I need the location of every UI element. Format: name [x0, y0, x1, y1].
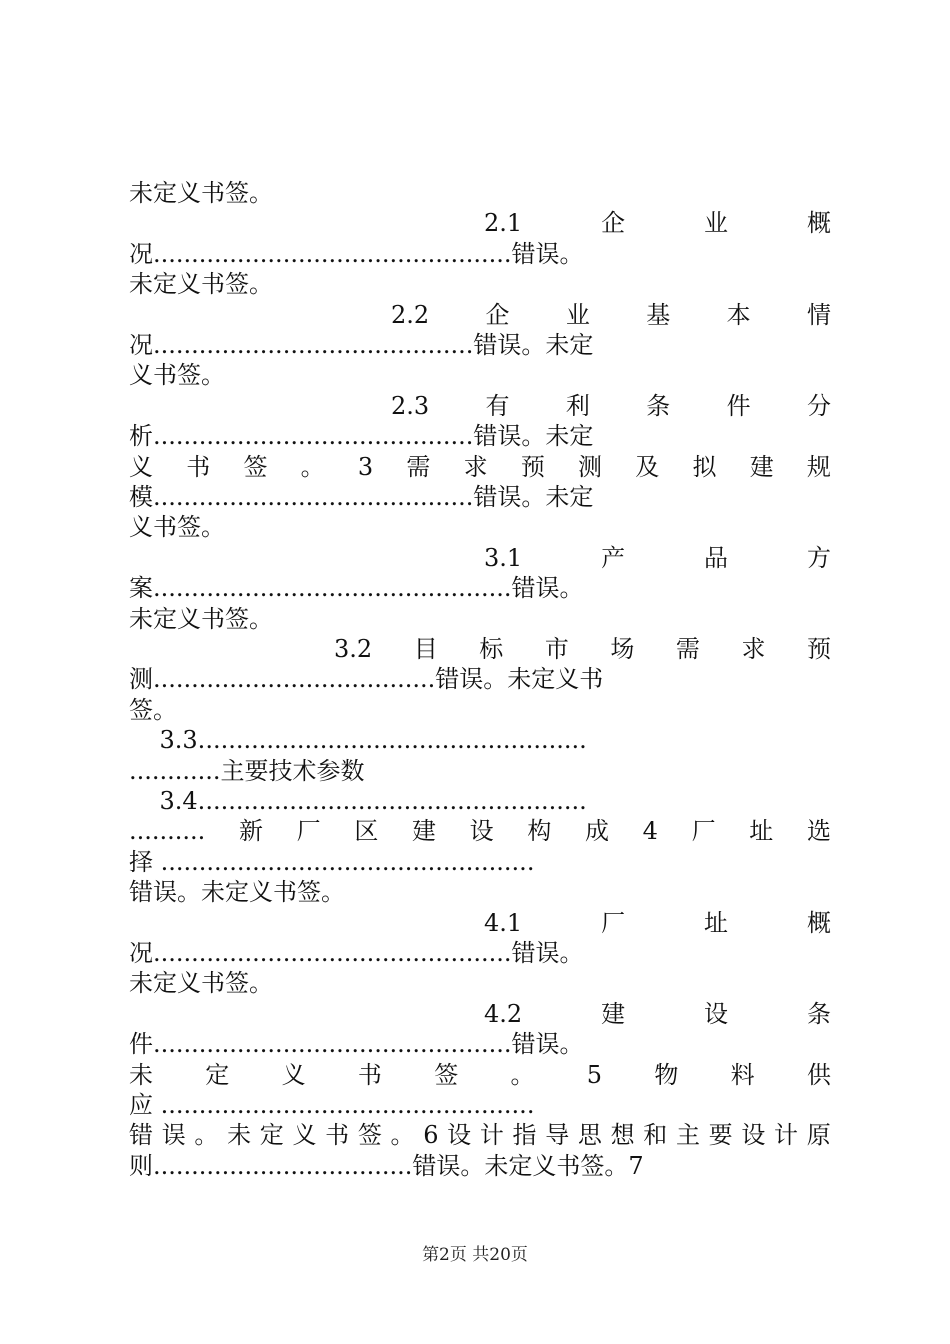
- toc-token: 义: [281, 1060, 306, 1089]
- toc-token: 4.1: [484, 908, 523, 937]
- toc-token: 址: [704, 908, 729, 937]
- toc-line: 错误。未定义书签。: [129, 878, 345, 907]
- toc-line: 择 .................................................: [129, 847, 535, 876]
- toc-token: 。: [300, 452, 325, 481]
- toc-token: 新: [238, 817, 263, 846]
- toc-token: 签: [357, 1121, 382, 1150]
- toc-line: 未定义书签。: [129, 969, 273, 998]
- toc-token: 概: [806, 209, 831, 238]
- toc-token: 3.2: [334, 635, 373, 663]
- toc-token: 标: [479, 635, 504, 663]
- toc-token: 求: [741, 635, 766, 663]
- toc-token: 预: [807, 635, 831, 663]
- toc-line: 案...............................................错误。: [129, 574, 584, 603]
- toc-token: 2.1: [484, 209, 523, 238]
- toc-token: 物: [654, 1060, 679, 1089]
- toc-token: 未: [129, 1060, 153, 1089]
- toc-token: 5: [586, 1060, 603, 1089]
- toc-token: 设: [447, 1121, 472, 1150]
- toc-line: 况...............................................错误。: [129, 239, 584, 268]
- toc-line: 义书签。: [129, 513, 225, 542]
- toc-token: 业: [704, 209, 729, 238]
- toc-token: 件: [726, 391, 751, 420]
- toc-token: 。: [510, 1060, 535, 1089]
- toc-token: 址: [749, 817, 774, 846]
- toc-token: 企: [485, 300, 510, 329]
- toc-token: 目: [413, 635, 438, 663]
- toc-line: 件...............................................错误。: [129, 1030, 584, 1059]
- toc-line: 应 .................................................: [129, 1091, 535, 1119]
- toc-token: 及: [635, 452, 660, 481]
- toc-token: 和: [643, 1121, 668, 1150]
- toc-token: 主: [675, 1121, 700, 1150]
- toc-token: 建: [601, 999, 626, 1028]
- toc-token: 书: [186, 452, 211, 481]
- toc-line: [129, 634, 831, 664]
- toc-token: 产: [601, 543, 626, 572]
- toc-line: [129, 300, 831, 330]
- toc-token: 错: [129, 1121, 153, 1150]
- page-number: 第2页 共20页: [422, 1245, 528, 1265]
- toc-token: 供: [806, 1060, 831, 1089]
- toc-token: 厂: [296, 817, 321, 846]
- toc-token: 建: [411, 817, 436, 846]
- toc-token: 规: [806, 452, 831, 481]
- toc-line: 签。: [129, 695, 177, 724]
- toc-token: 需: [675, 635, 700, 663]
- toc-token: 设: [469, 817, 494, 846]
- toc-token: 书: [357, 1060, 382, 1089]
- toc-token: 概: [806, 908, 831, 937]
- toc-token: 2.3: [391, 391, 430, 420]
- toc-token: 需: [406, 452, 431, 481]
- toc-token: 利: [565, 391, 590, 420]
- toc-line: [129, 543, 831, 573]
- toc-line: 3.3...................................................: [129, 726, 587, 755]
- toc-token: 方: [806, 543, 831, 572]
- toc-line: 测.....................................错误。未定义书: [129, 665, 604, 694]
- toc-line: 则..................................错误。未定义书签。7: [129, 1151, 644, 1180]
- toc-line: ............主要技术参数: [129, 756, 365, 785]
- toc-line: 模..........................................错误。未定: [129, 483, 594, 511]
- toc-line: 3.4...................................................: [129, 787, 587, 815]
- toc-token: 品: [704, 543, 729, 572]
- toc-line: 未定义书签。: [129, 270, 273, 299]
- toc-line: [129, 816, 831, 846]
- toc-token: 分: [806, 391, 831, 420]
- toc-token: 义: [129, 452, 153, 481]
- toc-line: 析..........................................错误。未定: [129, 422, 594, 451]
- toc-line: [129, 908, 831, 938]
- toc-token: 计: [479, 1121, 504, 1150]
- toc-line: [129, 452, 831, 482]
- toc-token: 本: [726, 300, 751, 329]
- toc-token: 设: [741, 1121, 766, 1150]
- toc-token: 条: [806, 999, 831, 1028]
- toc-token: 求: [463, 452, 488, 481]
- toc-token: 2.2: [391, 300, 430, 329]
- toc-line: [129, 999, 831, 1029]
- toc-token: 选: [806, 817, 831, 846]
- toc-token: 要: [708, 1121, 733, 1150]
- toc-token: 设: [704, 999, 729, 1028]
- toc-line: 未定义书签。: [129, 179, 273, 207]
- toc-token: 。: [194, 1121, 219, 1150]
- toc-token: 预: [520, 452, 545, 481]
- toc-token: 3.1: [484, 543, 523, 572]
- toc-token: 业: [565, 300, 590, 329]
- toc-token: 有: [485, 391, 510, 420]
- toc-token: 厂: [691, 817, 716, 846]
- toc-token: 指: [512, 1121, 537, 1150]
- toc-token: 条: [646, 391, 671, 420]
- toc-token: 签: [243, 452, 268, 481]
- toc-token: 6: [423, 1121, 439, 1150]
- toc-token: 原: [806, 1121, 831, 1150]
- toc-token: 企: [601, 209, 626, 238]
- toc-token: 料: [730, 1060, 755, 1089]
- toc-token: 成: [585, 817, 609, 846]
- toc-token: 签: [434, 1060, 459, 1089]
- toc-token: 情: [806, 300, 831, 329]
- toc-line: [129, 1120, 831, 1150]
- toc-token: 市: [544, 635, 569, 663]
- toc-token: 思: [577, 1121, 602, 1150]
- toc-token: 测: [578, 452, 603, 481]
- toc-line: 义书签。: [129, 361, 225, 390]
- toc-line: 未定义书签。: [129, 604, 273, 633]
- toc-token: 误: [161, 1121, 186, 1150]
- toc-token: 建: [749, 452, 774, 481]
- toc-token: 。: [390, 1121, 415, 1150]
- toc-line: 况...............................................错误。: [129, 939, 584, 967]
- toc-token: 定: [205, 1060, 230, 1089]
- toc-token: 区: [354, 817, 379, 846]
- toc-token: 义: [292, 1121, 317, 1150]
- toc-token: ..........: [129, 817, 206, 846]
- toc-token: 基: [646, 300, 671, 329]
- toc-line: [129, 208, 831, 238]
- toc-token: 场: [610, 635, 635, 663]
- toc-token: 拟: [692, 452, 717, 481]
- toc-token: 计: [774, 1121, 799, 1150]
- toc-line: [129, 391, 831, 421]
- toc-token: 导: [545, 1121, 570, 1150]
- toc-token: 定: [259, 1121, 284, 1150]
- toc-token: 3: [357, 452, 374, 481]
- toc-line: [129, 1060, 831, 1090]
- toc-token: 厂: [601, 908, 626, 937]
- toc-token: 未: [227, 1121, 252, 1150]
- toc-token: 4.2: [484, 999, 523, 1028]
- toc-token: 4: [642, 817, 658, 846]
- toc-token: 构: [527, 817, 552, 846]
- toc-token: 书: [325, 1121, 350, 1150]
- page-footer: [0, 1240, 950, 1265]
- toc-line: 况..........................................错误。未定: [129, 331, 594, 359]
- toc-token: 想: [610, 1121, 635, 1150]
